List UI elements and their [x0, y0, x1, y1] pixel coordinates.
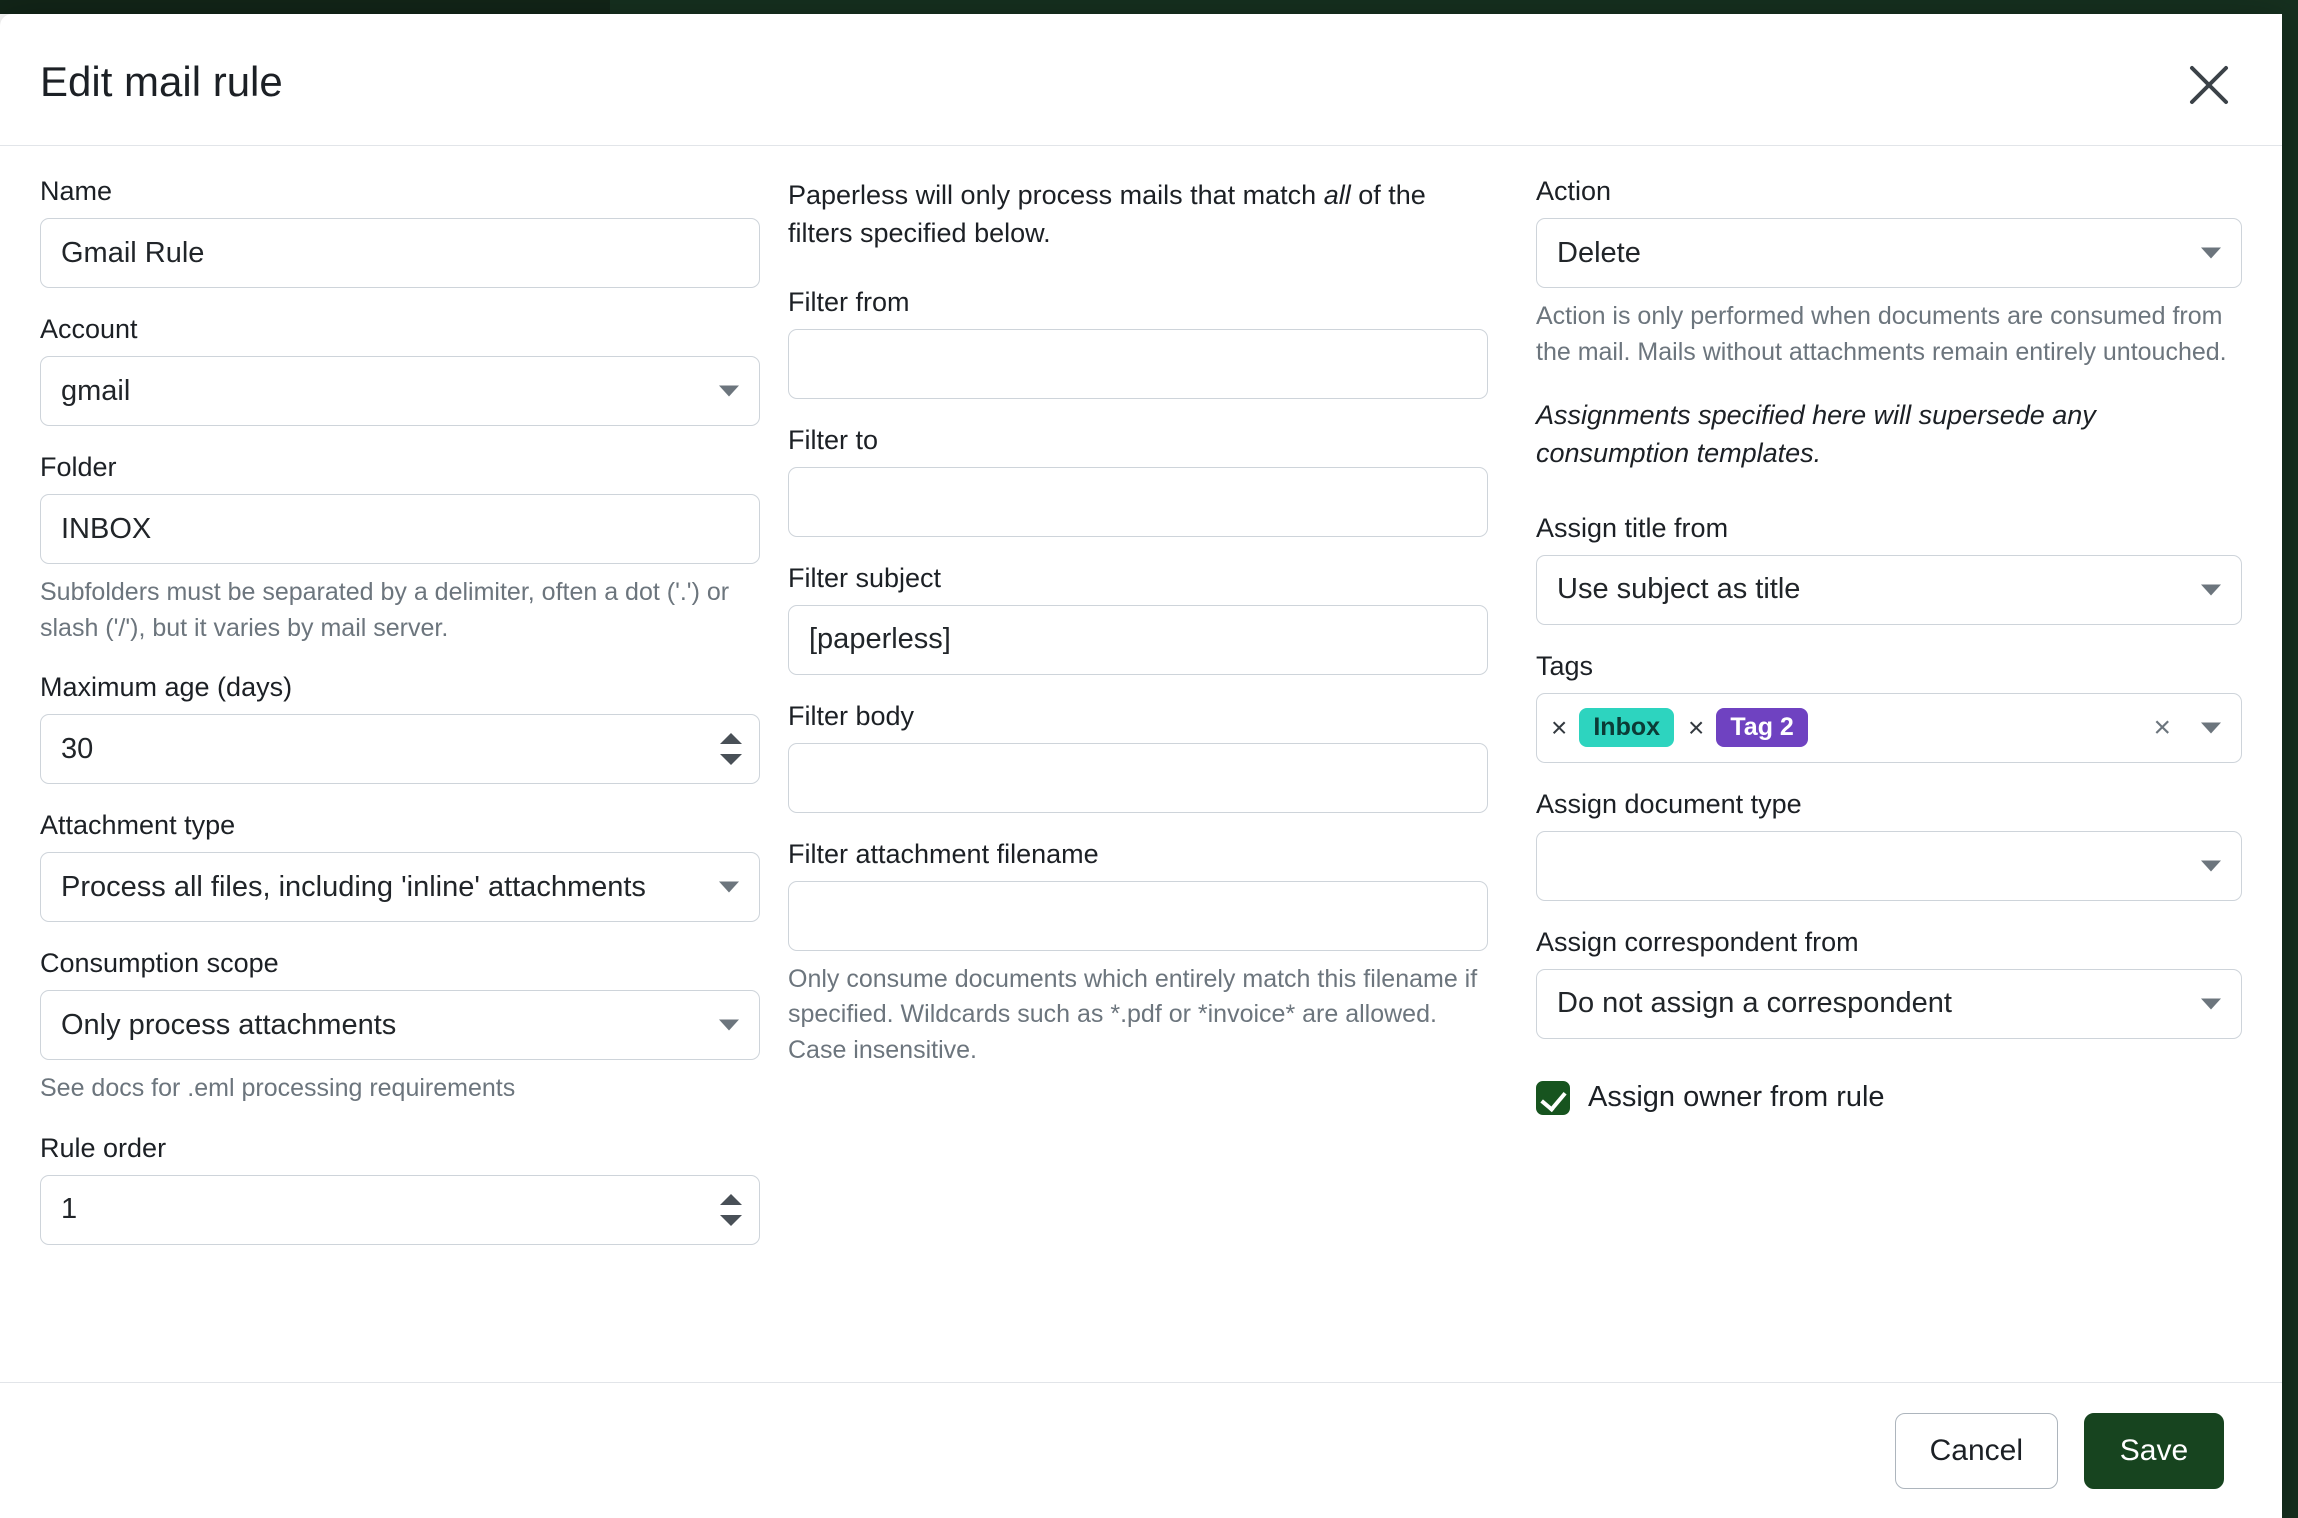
filter-to-input[interactable]: [788, 467, 1488, 537]
consumption-scope-select-value: Only process attachments: [61, 1008, 397, 1041]
field-filter-to: [788, 425, 1488, 537]
field-filter-subject: [788, 563, 1488, 675]
assign-correspondent-from-label: Assign correspondent from: [1536, 926, 1859, 957]
column-rule-settings: [40, 176, 760, 1271]
assign-owner-label: Assign owner from rule: [1588, 1081, 1885, 1114]
field-maximum-age: [40, 672, 760, 784]
filter-body-input[interactable]: [788, 743, 1488, 813]
field-filter-body: [788, 701, 1488, 813]
attachment-type-select-value: Process all files, including 'inline' attachments: [61, 870, 646, 903]
filters-intro-emphasis: all: [1323, 180, 1351, 210]
filters-intro-after: of the filters specified below.: [788, 180, 1426, 249]
field-assign-owner-from-rule: [1536, 1081, 2242, 1115]
stepper-down-icon[interactable]: [720, 754, 742, 765]
filters-intro-before: Paperless will only process mails that match: [788, 180, 1324, 210]
assign-title-from-select-value: Use subject as title: [1557, 573, 1801, 606]
clear-tags-icon[interactable]: ×: [2153, 710, 2171, 744]
tags-label: Tags: [1536, 650, 1594, 681]
chevron-down-icon: [2201, 998, 2221, 1009]
folder-label: Folder: [40, 452, 117, 482]
field-consumption-scope: [40, 948, 760, 1107]
tag-label: Inbox: [1579, 708, 1674, 747]
chevron-down-icon: [2201, 860, 2221, 871]
name-label: Name: [40, 176, 113, 206]
action-select[interactable]: [1536, 218, 2242, 288]
tag-chip: [1688, 708, 1808, 747]
page-title: Edit mail rule: [40, 58, 283, 105]
chevron-down-icon: [2201, 722, 2221, 733]
assign-correspondent-from-select-value: Do not assign a correspondent: [1557, 987, 1952, 1020]
assignments-note: Assignments specified here will supersede any consumption templates.: [1536, 400, 2096, 469]
filter-from-input[interactable]: [788, 329, 1488, 399]
maximum-age-stepper[interactable]: [720, 731, 742, 767]
account-select[interactable]: [40, 356, 760, 426]
dialog-body: [0, 146, 2282, 1382]
filter-body-label: Filter body: [788, 700, 915, 731]
field-action: [1536, 176, 2242, 370]
tag-chip: [1551, 708, 1674, 747]
folder-hint: Subfolders must be separated by a delimiter, often a dot ('.') or slash ('/'), but it varies by mail server.: [40, 578, 730, 642]
field-name: [40, 176, 760, 288]
backdrop-top-strip: [0, 0, 610, 14]
consumption-scope-hint: See docs for .eml processing requirements: [40, 1074, 516, 1102]
action-hint: Action is only performed when documents are consumed from the mail. Mails without attachments remain entirely untouched.: [1536, 302, 2227, 366]
chevron-down-icon: [719, 386, 739, 397]
maximum-age-input[interactable]: [40, 714, 760, 784]
filter-from-label: Filter from: [788, 286, 910, 317]
stepper-down-icon[interactable]: [720, 1215, 742, 1226]
consumption-scope-label: Consumption scope: [40, 948, 279, 978]
field-filter-attachment-filename: [788, 839, 1488, 1069]
field-assign-document-type: [1536, 789, 2242, 901]
rule-order-stepper[interactable]: [720, 1192, 742, 1228]
action-label: Action: [1536, 176, 1612, 206]
remove-tag-icon[interactable]: ×: [1688, 711, 1705, 743]
stepper-up-icon[interactable]: [720, 733, 742, 744]
dialog-footer: [0, 1382, 2282, 1518]
field-assign-title-from: [1536, 513, 2242, 625]
remove-tag-icon[interactable]: ×: [1551, 711, 1568, 743]
assign-document-type-label: Assign document type: [1536, 788, 1802, 819]
filter-attachment-filename-hint: Only consume documents which entirely match this filename if specified. Wildcards such as *.pdf or *invoice* are allowed. Case insensitive.: [788, 964, 1478, 1064]
maximum-age-label: Maximum age (days): [40, 672, 293, 702]
chevron-down-icon: [2201, 248, 2221, 259]
account-select-value: gmail: [61, 374, 131, 407]
stepper-up-icon[interactable]: [720, 1194, 742, 1205]
attachment-type-select[interactable]: [40, 852, 760, 922]
folder-input[interactable]: [40, 494, 760, 564]
rule-order-input[interactable]: [40, 1175, 760, 1245]
assign-title-from-select[interactable]: [1536, 555, 2242, 625]
assign-title-from-label: Assign title from: [1536, 512, 1729, 543]
filter-to-label: Filter to: [788, 424, 879, 455]
save-button[interactable]: Save: [2084, 1413, 2224, 1489]
consumption-scope-select[interactable]: [40, 990, 760, 1060]
dialog-header: [0, 14, 2282, 146]
rule-order-label: Rule order: [40, 1132, 167, 1163]
field-rule-order: [40, 1133, 760, 1245]
chevron-down-icon: [719, 882, 739, 893]
close-icon[interactable]: [2186, 62, 2232, 108]
action-select-value: Delete: [1557, 236, 1641, 269]
column-actions: [1536, 176, 2242, 1115]
attachment-type-label: Attachment type: [40, 810, 236, 840]
field-tags: [1536, 651, 2242, 763]
account-label: Account: [40, 314, 138, 344]
assign-owner-checkbox[interactable]: [1536, 1081, 1570, 1115]
cancel-button[interactable]: Cancel: [1895, 1413, 2058, 1489]
field-assign-correspondent-from: [1536, 927, 2242, 1039]
chevron-down-icon: [719, 1020, 739, 1031]
filter-subject-label: Filter subject: [788, 562, 942, 593]
chevron-down-icon: [2201, 584, 2221, 595]
filter-subject-input[interactable]: [788, 605, 1488, 675]
column-filters: [788, 176, 1488, 1094]
field-folder: [40, 452, 760, 646]
field-filter-from: [788, 287, 1488, 399]
name-input[interactable]: [40, 218, 760, 288]
filters-intro: [788, 176, 1478, 253]
filter-attachment-filename-input[interactable]: [788, 881, 1488, 951]
field-account: [40, 314, 760, 426]
assign-document-type-select[interactable]: [1536, 831, 2242, 901]
field-attachment-type: [40, 810, 760, 922]
assign-correspondent-from-select[interactable]: [1536, 969, 2242, 1039]
tag-label: Tag 2: [1716, 708, 1807, 747]
filter-attachment-filename-label: Filter attachment filename: [788, 838, 1099, 869]
edit-mail-rule-dialog: [0, 14, 2282, 1518]
tags-select[interactable]: [1536, 693, 2242, 763]
